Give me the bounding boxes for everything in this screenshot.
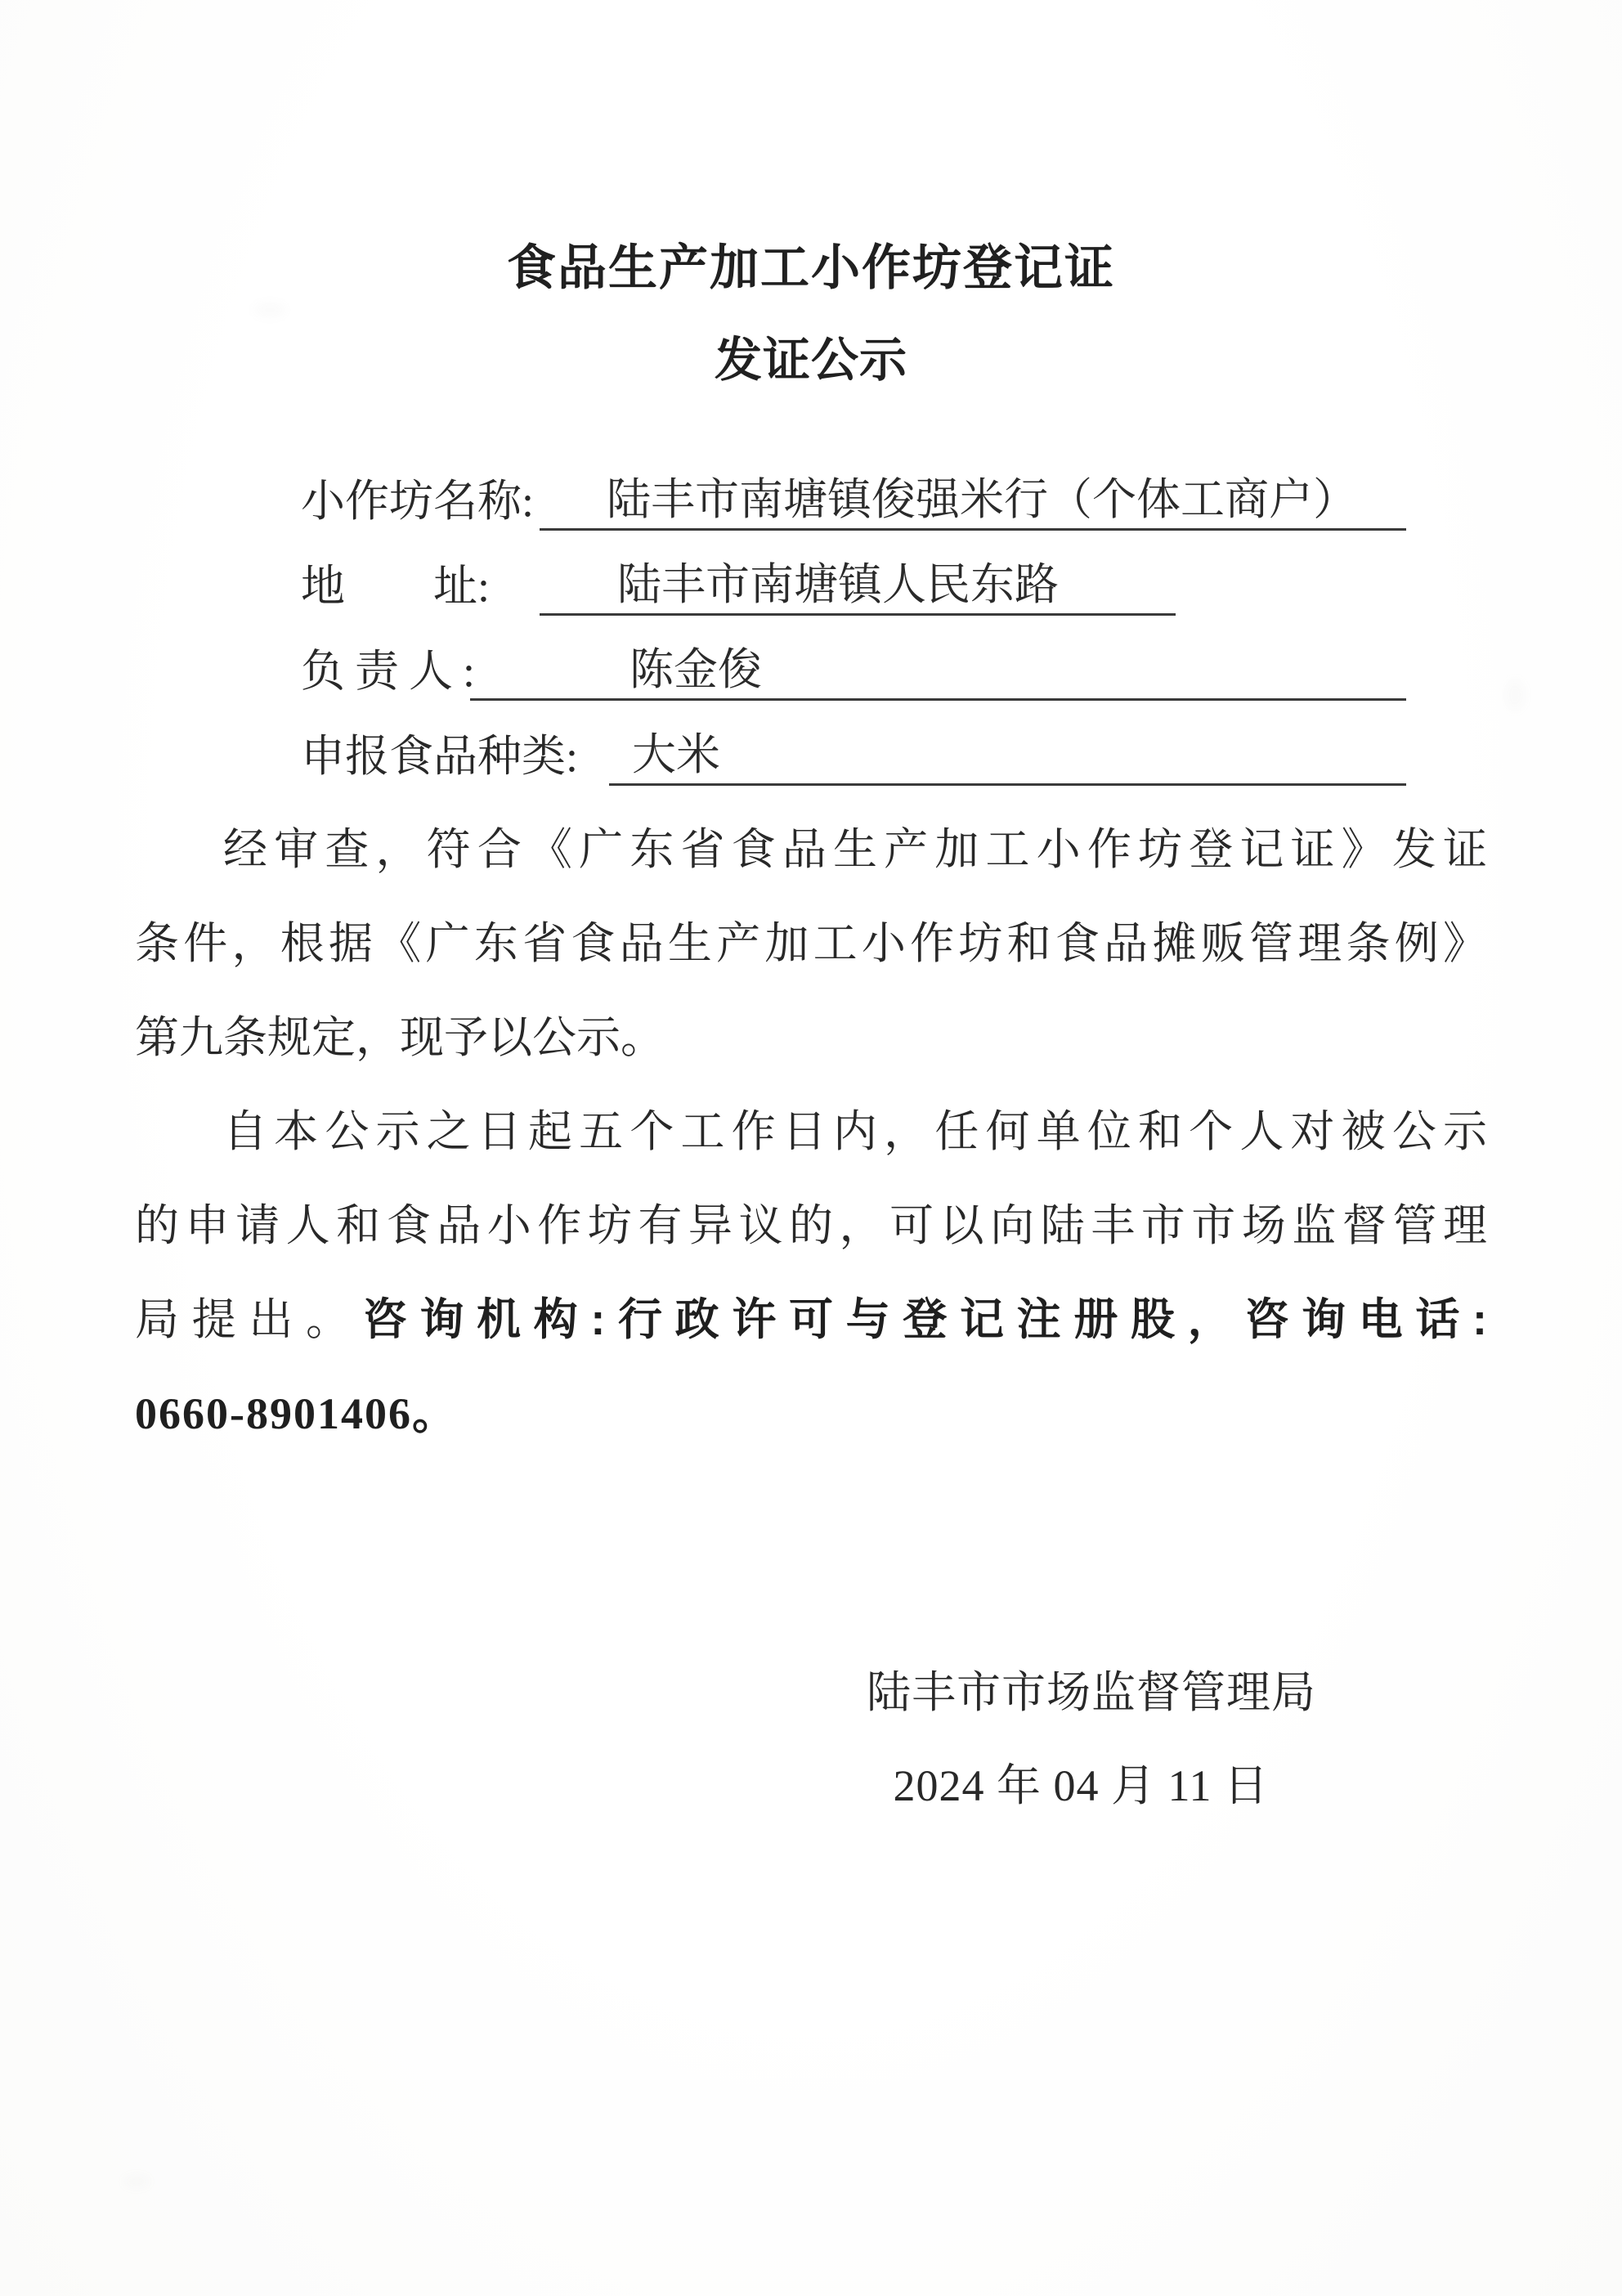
paragraph-line: 经审查，符合《广东省食品生产加工小作坊登记证》发证: [223, 825, 1487, 874]
consult-agency-bold-text: 咨询机构:行政许可与登记注册股，咨询电话:: [362, 1295, 1487, 1344]
workshop-name-underline: [540, 474, 1406, 531]
person-in-charge-label: 负责人:: [301, 647, 486, 696]
paragraph-objection-notice: [135, 1085, 1487, 1461]
field-row-address: [0, 560, 1622, 620]
paragraph-line: 自本公示之日起五个工作日内，任何单位和个人对被公示: [223, 1107, 1487, 1156]
address-underline: [540, 559, 1176, 616]
person-in-charge-underline: [470, 644, 1406, 701]
field-row-workshop-name: [0, 475, 1622, 535]
workshop-name-value: 陆丰市南塘镇俊强米行（个体工商户）: [607, 475, 1357, 524]
paragraph-line: 的申请人和食品小作坊有异议的，可以向陆丰市市场监督管理: [135, 1201, 1487, 1250]
issuer-agency-name: 陆丰市市场监督管理局: [867, 1668, 1316, 1717]
document-subtitle: 发证公示: [714, 334, 907, 387]
consult-phone-number: 0660-8901406。: [135, 1389, 458, 1438]
food-category-label: 申报食品种类:: [301, 732, 579, 781]
scan-smudge: [253, 303, 286, 317]
field-row-food-category: [0, 730, 1622, 790]
objection-line-regular: 局提出。: [135, 1295, 363, 1344]
paragraph-line: [135, 1273, 1487, 1367]
document-title: 食品生产加工小作坊登记证: [507, 240, 1115, 295]
food-category-underline: [609, 729, 1406, 786]
field-row-person-in-charge: [0, 645, 1622, 705]
food-category-value: 大米: [632, 730, 720, 779]
paragraph-review-result: [135, 803, 1487, 1085]
issue-date: 2024 年 04 月 11 日: [893, 1761, 1269, 1810]
workshop-name-label: 小作坊名称:: [301, 477, 535, 526]
person-in-charge-value: 陈金俊: [630, 645, 762, 694]
paragraph-line: 条件，根据《广东省食品生产加工小作坊和食品摊贩管理条例》: [135, 919, 1487, 968]
scan-smudge: [123, 2175, 150, 2188]
address-label: 地 址:: [301, 562, 491, 611]
address-value: 陆丰市南塘镇人民东路: [617, 560, 1059, 609]
paragraph-line: 第九条规定，现予以公示。: [135, 1013, 665, 1062]
